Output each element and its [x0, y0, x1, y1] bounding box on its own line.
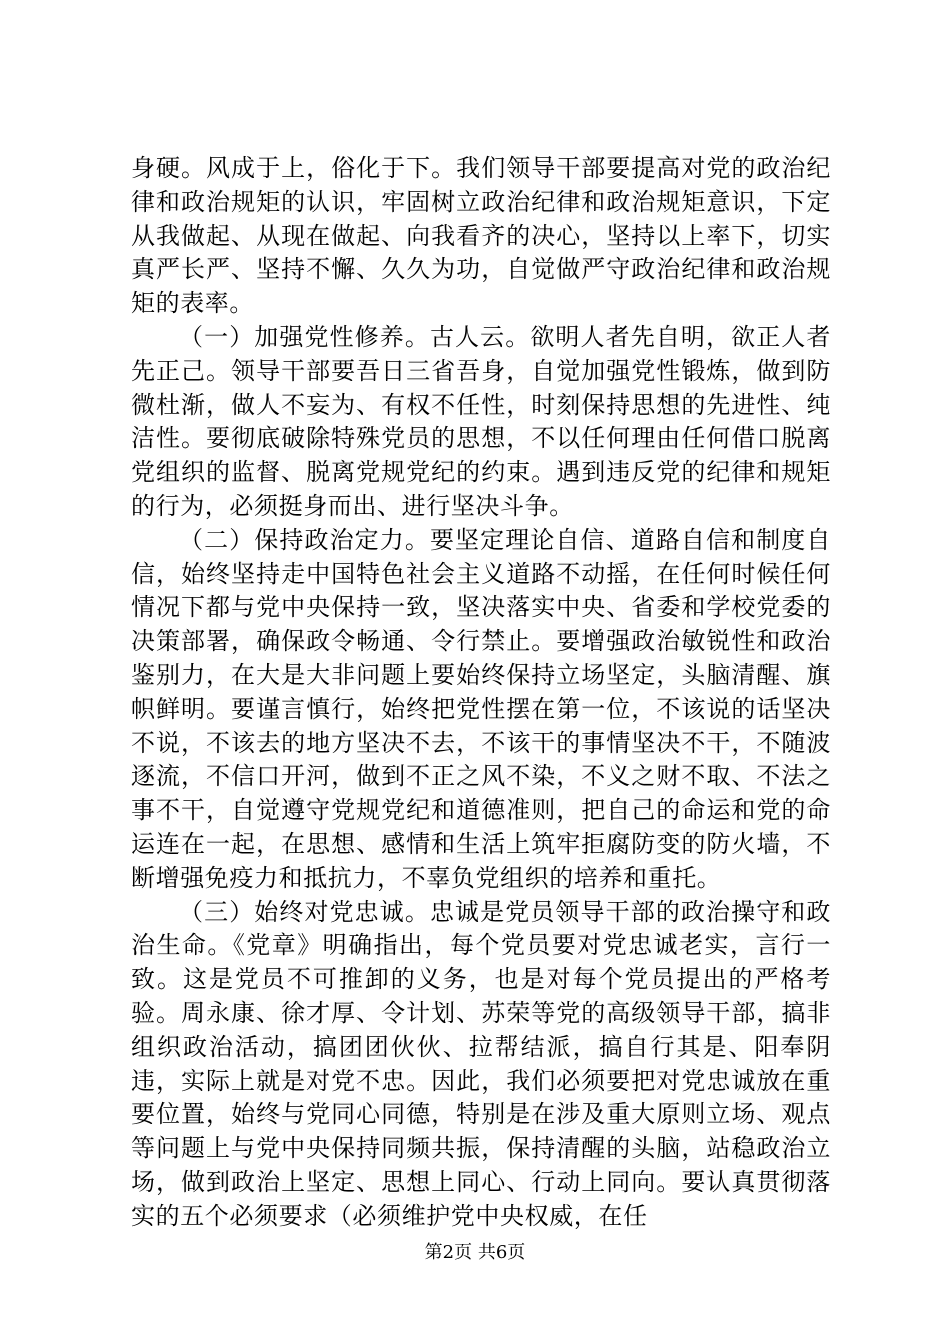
document-body	[131, 152, 831, 1234]
page-number-footer: 第2页 共6页	[424, 1242, 526, 1263]
paragraph-loyalty: （三）始终对党忠诚。忠诚是党员领导干部的政治操守和政治生命。《党章》明确指出，每个党员要对党忠诚老实，言行一致。这是党员不可推卸的义务，也是对每个党员提出的严格考验。周永康、徐才厚、令计划、苏荣等党的高级领导干部，搞非组织政治活动，搞团团伙伙、拉帮结派，搞自行其是、阳奉阴违，实际上就是对党不忠。因此，我们必须要把对党忠诚放在重要位置，始终与党同心同德，特别是在涉及重大原则立场、观点等问题上与党中央保持同频共振，保持清醒的头脑，站稳政治立场，做到政治上坚定、思想上同心、行动上同向。要认真贯彻落实的五个必须要求（必须维护党中央权威，在任	[131, 897, 831, 1230]
paragraph-party-cultivation: （一）加强党性修养。古人云。欲明人者先自明，欲正人者先正己。领导干部要吾日三省吾身，自觉加强党性锻炼，做到防微杜渐，做人不妄为、有权不任性，时刻保持思想的先进性、纯洁性。要彻底破除特殊党员的思想，不以任何理由任何借口脱离党组织的监督、脱离党规党纪的约束。遇到违反党的纪律和规矩的行为，必须挺身而出、进行坚决斗争。	[131, 322, 831, 520]
paragraph-intro: 身硬。风成于上，俗化于下。我们领导干部要提高对党的政治纪律和政治规矩的认识，牢固树立政治纪律和政治规矩意识，下定从我做起、从现在做起、向我看齐的决心，坚持以上率下，切实真严长严、坚持不懈、久久为功，自觉做严守政治纪律和政治规矩的表率。	[131, 154, 831, 318]
paragraph-political-resolve: （二）保持政治定力。要坚定理论自信、道路自信和制度自信，始终坚持走中国特色社会主义道路不动摇，在任何时候任何情况下都与党中央保持一致，坚决落实中央、省委和学校党委的决策部署，确保政令畅通、令行禁止。要增强政治敏锐性和政治鉴别力，在大是大非问题上要始终保持立场坚定，头脑清醒、旗帜鲜明。要谨言慎行，始终把党性摆在第一位，不该说的话坚决不说，不该去的地方坚决不去，不该干的事情坚决不干，不随波逐流，不信口开河，做到不正之风不染，不义之财不取、不法之事不干，自觉遵守党规党纪和道德准则，把自己的命运和党的命运连在一起，在思想、感情和生活上筑牢拒腐防变的防火墙，不断增强免疫力和抵抗力，不辜负党组织的培养和重托。	[131, 525, 831, 892]
